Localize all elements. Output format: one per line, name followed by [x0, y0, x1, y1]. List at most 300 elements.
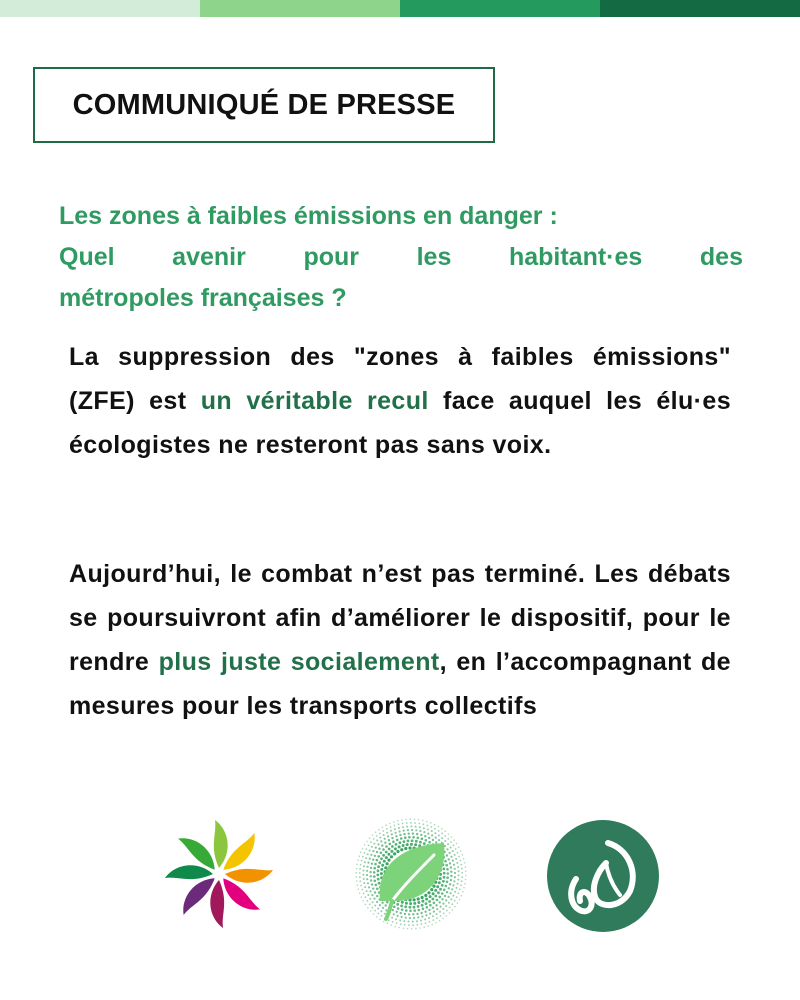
- decorative-dot: [386, 828, 388, 830]
- decorative-dot: [356, 864, 358, 866]
- decorative-dot: [464, 883, 466, 885]
- decorative-dot: [366, 874, 368, 876]
- decorative-dot: [463, 887, 465, 889]
- decorative-dot: [421, 904, 424, 907]
- decorative-dot: [408, 833, 410, 835]
- decorative-dot: [452, 884, 454, 886]
- decorative-dot: [439, 911, 441, 913]
- decorative-dot: [446, 854, 448, 856]
- decorative-dot: [456, 862, 458, 864]
- decorative-dot: [365, 857, 367, 859]
- decorative-dot: [449, 907, 451, 909]
- headline-line-2: Quel avenir pour les habitant·es des: [59, 243, 743, 271]
- decorative-dot: [392, 840, 395, 843]
- decorative-dot: [384, 838, 386, 840]
- decorative-dot: [420, 834, 422, 836]
- decorative-dot: [450, 898, 452, 900]
- decorative-dot: [439, 877, 442, 880]
- decorative-dot: [374, 880, 377, 883]
- decorative-dot: [376, 851, 378, 853]
- decorative-dot: [408, 924, 410, 926]
- decorative-dot: [464, 862, 466, 864]
- decorative-dot: [381, 864, 384, 867]
- decorative-dot: [415, 928, 417, 930]
- decorative-dot: [409, 902, 412, 905]
- decorative-dot: [368, 886, 370, 888]
- decorative-dot: [401, 901, 404, 904]
- decorative-dot: [392, 921, 394, 923]
- headline-line-3: métropoles françaises ?: [59, 284, 347, 312]
- paragraph-1-text-a: La suppression des "zones à faibles émissions" (ZFE) est: [69, 343, 731, 415]
- decorative-dot: [413, 909, 416, 912]
- decorative-dot: [465, 866, 467, 868]
- decorative-dot: [382, 854, 385, 857]
- decorative-dot: [428, 841, 431, 844]
- top-color-bar: [0, 0, 800, 17]
- decorative-dot: [450, 879, 452, 881]
- decorative-dot: [373, 838, 375, 840]
- decorative-dot: [421, 896, 424, 899]
- decorative-dot: [382, 848, 385, 851]
- decorative-dot: [367, 853, 369, 855]
- decorative-dot: [443, 872, 446, 875]
- decorative-dot: [463, 858, 465, 860]
- decorative-dot: [391, 845, 394, 848]
- decorative-dot: [434, 824, 436, 826]
- decorative-dot: [387, 923, 389, 925]
- decorative-dot: [457, 852, 459, 854]
- decorative-dot: [369, 903, 371, 905]
- decorative-dot: [452, 860, 454, 862]
- decorative-dot: [427, 825, 429, 827]
- decorative-dot: [383, 860, 386, 863]
- decorative-dot: [461, 868, 463, 870]
- decorative-dot: [389, 823, 391, 825]
- decorative-dot: [410, 822, 412, 824]
- decorative-dot: [355, 872, 357, 874]
- decorative-dot: [356, 876, 358, 878]
- decorative-dot: [374, 891, 376, 893]
- decorative-dot: [428, 909, 430, 911]
- decorative-dot: [377, 869, 380, 872]
- decorative-dot: [410, 818, 412, 820]
- decorative-dot: [450, 841, 452, 843]
- decorative-dot: [444, 895, 446, 897]
- decorative-dot: [411, 928, 413, 930]
- decorative-dot: [399, 919, 401, 921]
- decorative-dot: [364, 861, 366, 863]
- decorative-dot: [367, 900, 369, 902]
- decorative-dot: [373, 843, 375, 845]
- decorative-dot: [384, 913, 386, 915]
- decorative-dot: [403, 928, 405, 930]
- partner-logos: [0, 815, 800, 940]
- decorative-dot: [391, 917, 393, 919]
- decorative-dot: [380, 852, 383, 855]
- decorative-dot: [445, 905, 447, 907]
- decorative-dot: [410, 843, 413, 846]
- decorative-dot: [432, 919, 434, 921]
- decorative-dot: [376, 895, 378, 897]
- paragraph-2-highlight: plus juste socialement: [158, 648, 440, 676]
- decorative-dot: [362, 848, 364, 850]
- decorative-dot: [375, 884, 378, 887]
- decorative-dot: [458, 870, 460, 872]
- decorative-dot: [357, 859, 359, 861]
- decorative-dot: [388, 839, 390, 841]
- decorative-dot: [359, 872, 361, 874]
- decorative-dot: [409, 910, 412, 913]
- decorative-dot: [425, 914, 427, 916]
- decorative-dot: [421, 838, 424, 841]
- decorative-dot: [462, 854, 464, 856]
- decorative-dot: [427, 829, 429, 831]
- decorative-dot: [401, 916, 403, 918]
- decorative-dot: [390, 855, 393, 858]
- decorative-dot: [460, 864, 462, 866]
- decorative-dot: [401, 819, 403, 821]
- decorative-dot: [372, 850, 374, 852]
- decorative-dot: [398, 827, 400, 829]
- decorative-dot: [444, 860, 447, 863]
- decorative-dot: [412, 832, 414, 834]
- decorative-dot: [396, 911, 398, 913]
- decorative-dot: [459, 889, 461, 891]
- decorative-dot: [366, 878, 368, 880]
- decorative-dot: [454, 872, 456, 874]
- decorative-dot: [422, 820, 424, 822]
- paragraph-1-text-b: face auquel les élu·es écologistes ne resteront pas sans voix.: [69, 387, 731, 459]
- decorative-dot: [418, 823, 420, 825]
- decorative-dot: [460, 850, 462, 852]
- decorative-dot: [461, 876, 463, 878]
- decorative-dot: [397, 907, 400, 910]
- decorative-dot: [432, 885, 435, 888]
- decorative-dot: [404, 836, 407, 839]
- decorative-dot: [393, 906, 396, 909]
- decorative-dot: [450, 866, 452, 868]
- decorative-dot: [363, 893, 365, 895]
- decorative-dot: [404, 847, 407, 850]
- decorative-dot: [447, 838, 449, 840]
- decorative-dot: [376, 874, 379, 877]
- decorative-dot: [441, 884, 444, 887]
- decorative-dot: [375, 847, 377, 849]
- decorative-dot: [366, 841, 368, 843]
- decorative-dot: [425, 902, 428, 905]
- decorative-dot: [415, 826, 417, 828]
- decorative-dot: [372, 859, 374, 861]
- decorative-dot: [457, 879, 459, 881]
- decorative-dot: [363, 870, 365, 872]
- decorative-dot: [360, 852, 362, 854]
- decorative-dot: [401, 908, 404, 911]
- decorative-dot: [398, 823, 400, 825]
- decorative-dot: [434, 832, 436, 834]
- decorative-dot: [358, 855, 360, 857]
- decorative-dot: [431, 830, 433, 832]
- headline: [59, 196, 743, 319]
- decorative-dot: [413, 917, 415, 919]
- decorative-dot: [432, 898, 435, 901]
- color-bar-segment-4: [600, 0, 800, 17]
- decorative-dot: [429, 921, 431, 923]
- decorative-dot: [448, 887, 450, 889]
- decorative-dot: [402, 844, 405, 847]
- decorative-dot: [452, 909, 454, 911]
- decorative-dot: [382, 830, 384, 832]
- decorative-dot: [456, 843, 458, 845]
- decorative-dot: [368, 845, 370, 847]
- decorative-dot: [400, 848, 403, 851]
- decorative-dot: [364, 844, 366, 846]
- decorative-dot: [380, 868, 383, 871]
- decorative-dot: [394, 828, 396, 830]
- decorative-dot: [434, 828, 436, 830]
- decorative-dot: [369, 898, 371, 900]
- decorative-dot: [456, 896, 458, 898]
- decorative-dot: [416, 920, 418, 922]
- decorative-dot: [385, 845, 388, 848]
- decorative-dot: [411, 839, 414, 842]
- decorative-dot: [369, 858, 371, 860]
- decorative-dot: [461, 895, 463, 897]
- decorative-dot: [382, 907, 384, 909]
- decorative-dot: [377, 843, 379, 845]
- decorative-dot: [376, 888, 379, 891]
- decorative-dot: [370, 879, 372, 881]
- decorative-dot: [414, 843, 417, 846]
- decorative-dot: [377, 878, 380, 881]
- decorative-dot: [422, 908, 425, 911]
- decorative-dot: [449, 912, 451, 914]
- decorative-dot: [362, 874, 364, 876]
- decorative-dot: [413, 902, 416, 905]
- decorative-dot: [418, 819, 420, 821]
- decorative-dot: [439, 920, 441, 922]
- decorative-dot: [365, 904, 367, 906]
- decorative-dot: [390, 850, 393, 853]
- decorative-dot: [451, 888, 453, 890]
- decorative-dot: [448, 902, 450, 904]
- decorative-dot: [434, 889, 437, 892]
- decorative-dot: [388, 848, 391, 851]
- decorative-dot: [370, 910, 372, 912]
- decorative-dot: [408, 921, 410, 923]
- decorative-dot: [436, 917, 438, 919]
- decorative-dot: [451, 903, 453, 905]
- decorative-dot: [360, 885, 362, 887]
- decorative-dot: [391, 837, 393, 839]
- decorative-dot: [455, 858, 457, 860]
- decorative-dot: [403, 840, 406, 843]
- decorative-dot: [370, 867, 372, 869]
- decorative-dot: [427, 925, 429, 927]
- decorative-dot: [366, 890, 368, 892]
- decorative-dot: [437, 891, 440, 894]
- decorative-dot: [381, 915, 383, 917]
- decorative-dot: [434, 895, 437, 898]
- decorative-dot: [438, 830, 440, 832]
- decorative-dot: [376, 916, 378, 918]
- decorative-dot: [396, 839, 399, 842]
- decorative-dot: [417, 905, 420, 908]
- decorative-dot: [399, 830, 401, 832]
- decorative-dot: [372, 901, 374, 903]
- decorative-dot: [370, 875, 372, 877]
- decorative-dot: [435, 837, 437, 839]
- decorative-dot: [442, 908, 444, 910]
- decorative-dot: [399, 834, 401, 836]
- decorative-dot: [426, 821, 428, 823]
- decorative-dot: [458, 856, 460, 858]
- decorative-dot: [398, 927, 400, 929]
- color-bar-segment-2: [200, 0, 400, 17]
- decorative-dot: [444, 835, 446, 837]
- flower-logo-icon: [160, 815, 278, 933]
- decorative-dot: [390, 924, 392, 926]
- decorative-dot: [387, 859, 390, 862]
- decorative-dot: [414, 819, 416, 821]
- decorative-dot: [440, 906, 442, 908]
- decorative-dot: [396, 850, 399, 853]
- press-release-label: COMMUNIQUÉ DE PRESSE: [72, 88, 456, 121]
- decorative-dot: [420, 912, 422, 914]
- decorative-dot: [425, 898, 428, 901]
- decorative-dot: [394, 926, 396, 928]
- decorative-dot: [361, 889, 363, 891]
- decorative-dot: [443, 912, 445, 914]
- decorative-dot: [430, 888, 433, 891]
- decorative-dot: [461, 880, 463, 882]
- decorative-dot: [431, 924, 433, 926]
- decorative-dot: [400, 912, 402, 914]
- decorative-dot: [405, 917, 407, 919]
- decorative-dot: [369, 871, 371, 873]
- decorative-dot: [371, 894, 373, 896]
- decorative-dot: [371, 883, 373, 885]
- decorative-dot: [371, 846, 373, 848]
- decorative-dot: [421, 923, 423, 925]
- decorative-dot: [403, 920, 405, 922]
- decorative-dot: [378, 829, 380, 831]
- decorative-dot: [386, 901, 389, 904]
- press-release-badge: [33, 67, 495, 143]
- decorative-dot: [450, 856, 452, 858]
- decorative-dot: [428, 837, 430, 839]
- decorative-dot: [374, 910, 376, 912]
- decorative-dot: [385, 856, 388, 859]
- decorative-dot: [424, 894, 427, 897]
- decorative-dot: [393, 913, 395, 915]
- decorative-dot: [371, 907, 373, 909]
- decorative-dot: [435, 904, 437, 906]
- decorative-dot: [453, 864, 455, 866]
- decorative-dot: [385, 824, 387, 826]
- decorative-dot: [427, 833, 429, 835]
- decorative-dot: [376, 859, 379, 862]
- decorative-dot: [358, 888, 360, 890]
- decorative-dot: [371, 863, 373, 865]
- decorative-dot: [399, 841, 402, 844]
- decorative-dot: [424, 911, 426, 913]
- decorative-dot: [413, 898, 416, 901]
- decorative-dot: [376, 835, 378, 837]
- decorative-dot: [377, 865, 380, 868]
- decorative-dot: [378, 848, 380, 850]
- decorative-dot: [383, 921, 385, 923]
- decorative-dot: [418, 909, 421, 912]
- decorative-dot: [446, 910, 448, 912]
- decorative-dot: [394, 847, 397, 850]
- decorative-dot: [438, 881, 441, 884]
- decorative-dot: [442, 903, 444, 905]
- decorative-dot: [408, 846, 411, 849]
- decorative-dot: [446, 881, 449, 884]
- decorative-dot: [356, 880, 358, 882]
- decorative-dot: [432, 907, 434, 909]
- decorative-dot: [450, 871, 452, 873]
- decorative-dot: [430, 822, 432, 824]
- decorative-dot: [409, 906, 412, 909]
- decorative-dot: [422, 823, 424, 825]
- decorative-dot: [421, 915, 423, 917]
- paragraph-1-highlight: un véritable recul: [200, 387, 429, 415]
- decorative-dot: [417, 901, 420, 904]
- decorative-dot: [367, 862, 369, 864]
- decorative-dot: [380, 872, 383, 875]
- decorative-dot: [408, 913, 410, 915]
- decorative-dot: [367, 882, 369, 884]
- decorative-dot: [405, 819, 407, 821]
- decorative-dot: [457, 883, 459, 885]
- decorative-dot: [392, 909, 394, 911]
- decorative-dot: [405, 902, 408, 905]
- decorative-dot: [441, 837, 443, 839]
- decorative-dot: [403, 833, 405, 835]
- decorative-dot: [432, 915, 434, 917]
- decorative-dot: [445, 830, 447, 832]
- decorative-dot: [373, 898, 375, 900]
- decorative-dot: [429, 895, 432, 898]
- decorative-dot: [439, 901, 441, 903]
- decorative-dot: [458, 874, 460, 876]
- decorative-dot: [416, 833, 418, 835]
- decorative-dot: [423, 926, 425, 928]
- leaf-circle-logo-icon: [546, 819, 660, 933]
- decorative-dot: [393, 821, 395, 823]
- decorative-dot: [451, 836, 453, 838]
- decorative-dot: [378, 882, 381, 885]
- decorative-dot: [450, 892, 452, 894]
- decorative-dot: [423, 842, 426, 845]
- decorative-dot: [441, 898, 443, 900]
- decorative-dot: [377, 855, 380, 858]
- decorative-dot: [416, 913, 418, 915]
- decorative-dot: [442, 880, 445, 883]
- decorative-dot: [460, 884, 462, 886]
- decorative-dot: [389, 843, 392, 846]
- decorative-dot: [417, 897, 420, 900]
- decorative-dot: [407, 829, 409, 831]
- decorative-dot: [398, 845, 401, 848]
- decorative-dot: [442, 868, 445, 871]
- decorative-dot: [454, 891, 456, 893]
- decorative-dot: [419, 830, 421, 832]
- decorative-dot: [356, 868, 358, 870]
- decorative-dot: [378, 861, 381, 864]
- decorative-dot: [449, 852, 451, 854]
